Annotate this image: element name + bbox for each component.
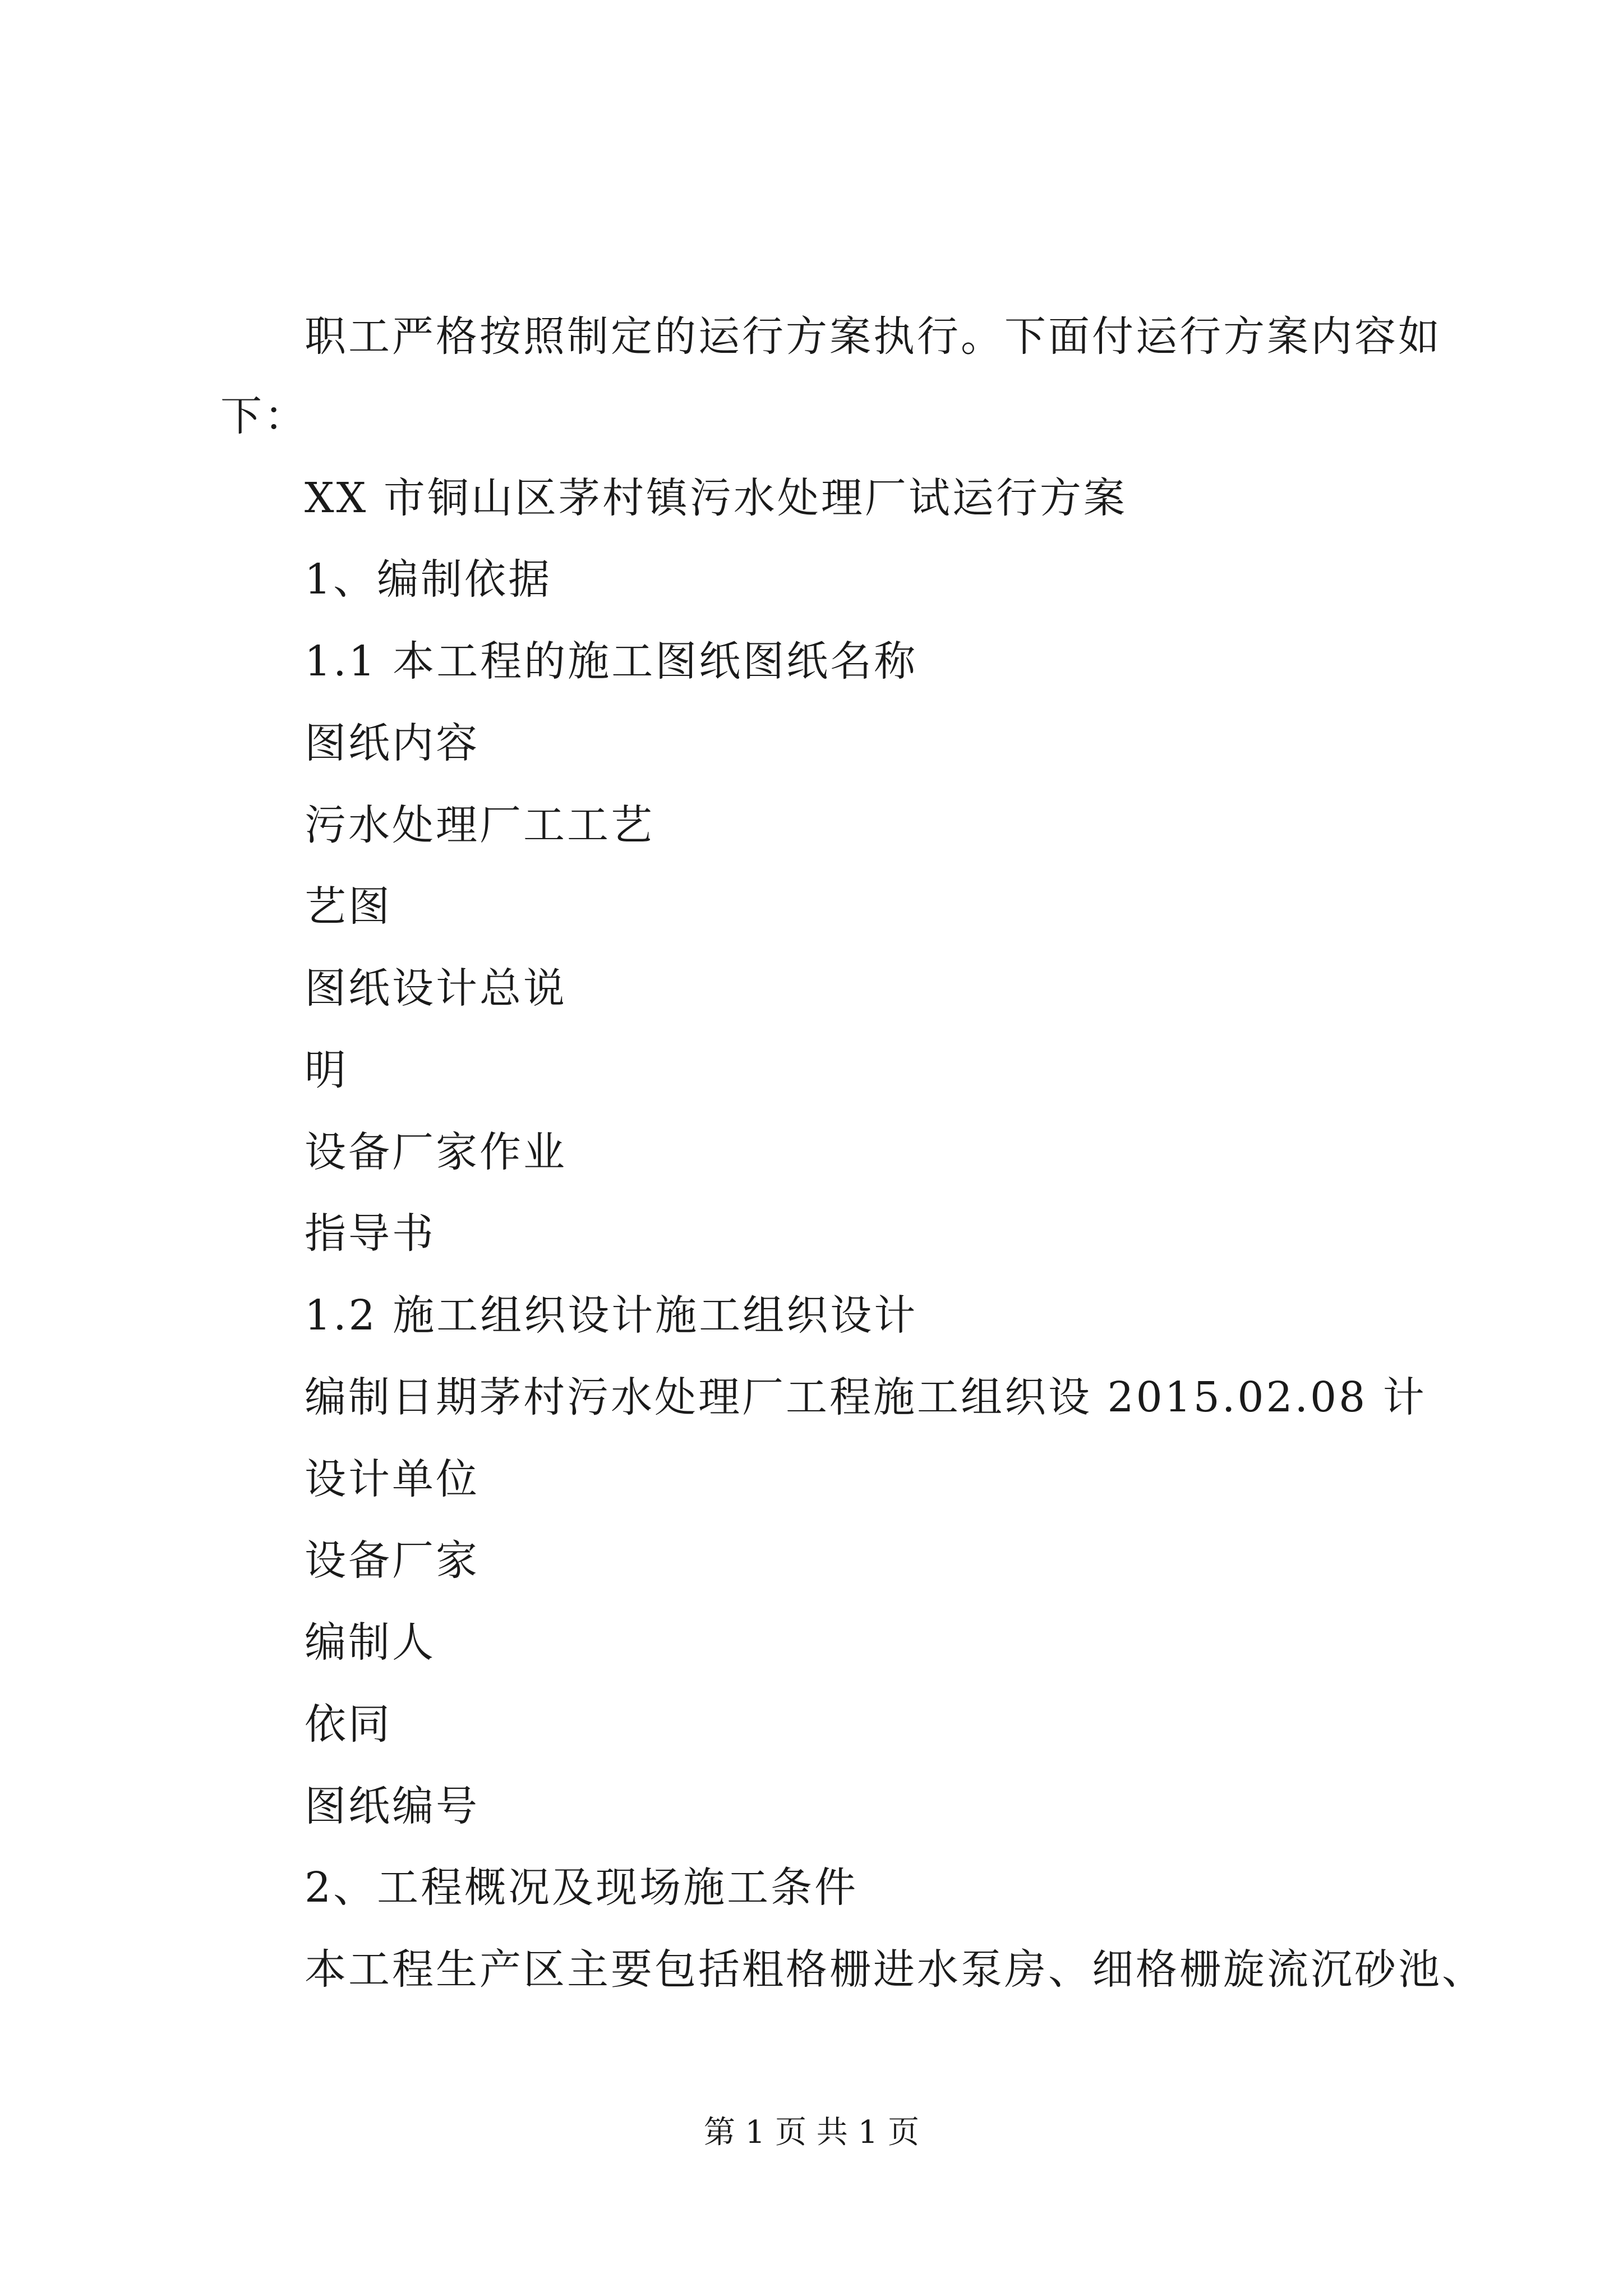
body-line-14: 编制日期茅村污水处理厂工程施工组织设 2015.02.08 计 — [305, 1373, 1427, 1421]
plan-title: XX 市铜山区茅村镇污水处理厂试运行方案 — [305, 474, 1127, 522]
body-line-21: 本工程生产区主要包括粗格栅进水泵房、细格栅旋流沉砂池、 — [305, 1945, 1486, 1994]
body-line-11: 设备厂家作业 — [305, 1128, 567, 1176]
page-footer: 第 1 页 共 1 页 — [703, 2114, 920, 2151]
body-line-6: 图纸内容 — [305, 719, 479, 767]
subsection-heading-1-1: 1.1 本工程的施工图纸图纸名称 — [305, 637, 918, 685]
body-line-12: 指导书 — [305, 1209, 436, 1258]
section-heading-2: 2、工程概况及现场施工条件 — [305, 1864, 859, 1912]
body-line-15: 设计单位 — [305, 1455, 479, 1503]
body-line-18: 依同 — [305, 1700, 392, 1749]
body-line-16: 设备厂家 — [305, 1536, 479, 1585]
body-line-2: 下： — [220, 392, 308, 440]
body-line-1: 职工严格按照制定的运行方案执行。下面付运行方案内容如 — [305, 312, 1442, 361]
body-line-7: 污水处理厂工工艺 — [305, 801, 654, 849]
body-line-9: 图纸设计总说 — [305, 964, 567, 1013]
body-line-10: 明 — [305, 1046, 348, 1094]
body-line-19: 图纸编号 — [305, 1782, 479, 1830]
subsection-heading-1-2: 1.2 施工组织设计施工组织设计 — [305, 1291, 918, 1340]
body-line-17: 编制人 — [305, 1618, 436, 1667]
section-heading-1: 1、编制依据 — [305, 555, 552, 604]
body-line-8: 艺图 — [305, 882, 392, 931]
